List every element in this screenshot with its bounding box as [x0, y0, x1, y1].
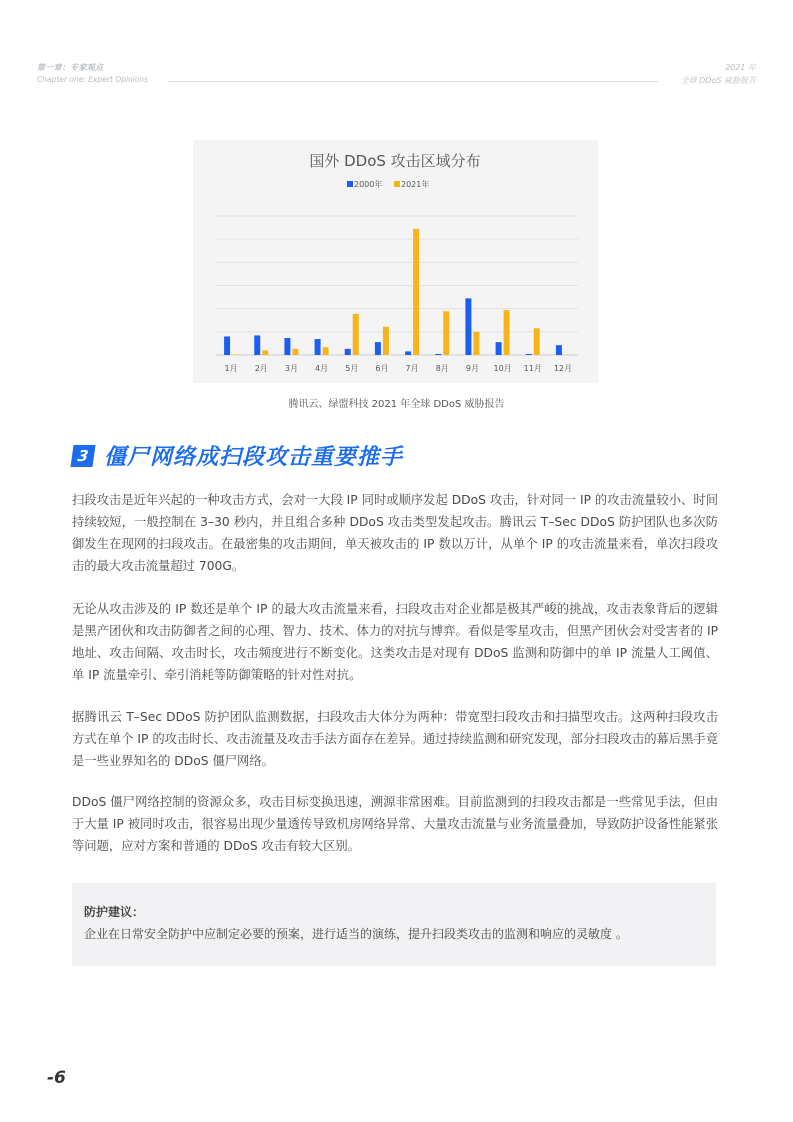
- body-paragraph: 无论从攻击涉及的 IP 数还是单个 IP 的最大攻击流量来看，扫段攻击对企业都是极其严峻的挑战，攻击表象背后的逻辑是黑产团伙和攻击防御者之间的心理、智力、技术、体力的对抗与博弈。看似是零星攻击，但黑产团伙会对受害者的 IP 地址、攻击间隔、攻击时长，攻击频度进行不断变化。这类攻击是对现有 DDoS 监测和防御中的单 IP 流量人工阈值、单 IP 流量牵引、牵引消耗等防御策略的针对性对抗。: [72, 602, 718, 682]
- bar-chart: [193, 140, 598, 383]
- x-tick-label: 6月: [375, 364, 389, 373]
- section-heading: [72, 440, 403, 471]
- bar-series-2000-1: [224, 336, 230, 355]
- x-tick-label: 8月: [435, 364, 449, 373]
- bar-series-2000-11: [526, 354, 532, 355]
- bar-series-2000-9: [465, 298, 471, 355]
- running-header-left: [37, 62, 148, 84]
- bar-series-2021-3: [292, 349, 298, 355]
- body-paragraph: DDoS 僵尸网络控制的资源众多，攻击目标变换迅速，溯源非常困难。目前监测到的扫段攻击都是一些常见手法，但由于大量 IP 被同时攻击，很容易出现少量透传导致机房网络异常、大量攻击流量与业务流量叠加，导致防护设备性能紧张等问题，应对方案和普通的 DDoS 攻击有较大区别。: [72, 795, 719, 853]
- report-name: 全球 DDoS 威胁报告: [680, 76, 756, 85]
- bar-series-2021-9: [473, 332, 479, 355]
- bar-series-2000-6: [375, 342, 381, 355]
- page-number: -6: [47, 1068, 66, 1088]
- bar-series-2000-12: [556, 345, 562, 355]
- body-paragraph: 据腾讯云 T–Sec DDoS 防护团队监测数据，扫段攻击大体分为两种：带宽型扫段攻击和扫描型攻击。这两种扫段攻击方式在单个 IP 的攻击时长、攻击流量及攻击手法方面存在差异。通过持续监测和研究发现，部分扫段攻击的幕后黑手竟是一些业界知名的 DDoS 僵尸网络。: [72, 710, 719, 768]
- bar-series-2000-3: [284, 338, 290, 355]
- legend-label-2000: 2000年: [354, 180, 383, 189]
- x-tick-label: 4月: [315, 364, 329, 373]
- advice-box: [72, 883, 716, 966]
- bar-series-2021-2: [262, 350, 268, 355]
- chapter-title-cn: 第一章：专家观点: [37, 63, 104, 72]
- body-paragraph: 扫段攻击是近年兴起的一种攻击方式，会对一大段 IP 同时或顺序发起 DDoS 攻击，针对同一 IP 的攻击流量较小、时间持续较短，一般控制在 3–30 秒内，并且组合多种 DDoS 攻击类型发起攻击。腾讯云 T–Sec DDoS 防护团队也多次防御发生在现网的扫段攻击。在最密集的攻击期间，单天被攻击的 IP 数以万计，从单个 IP 的攻击流量来看，单次扫段攻击的最大攻击流量超过 700G。: [72, 493, 718, 573]
- x-tick-label: 5月: [345, 364, 359, 373]
- chapter-title-en: Chapter one: Expert Opinions: [37, 75, 149, 84]
- chart-legend: [347, 179, 429, 189]
- chart-caption: 腾讯云、绿盟科技 2021 年全球 DDoS 威胁报告: [288, 399, 505, 410]
- bar-series-2000-10: [496, 342, 502, 355]
- bar-series-2000-7: [405, 351, 411, 355]
- x-tick-label: 11月: [523, 364, 542, 373]
- bar-series-2000-4: [315, 339, 321, 355]
- advice-title: 防护建议：: [84, 905, 145, 919]
- bar-series-2021-1: [232, 354, 238, 355]
- bar-series-2000-8: [435, 354, 441, 355]
- legend-label-2021: 2021年: [401, 180, 430, 189]
- x-tick-label: 2月: [254, 364, 268, 373]
- section-title: 僵尸网络成扫段攻击重要推手: [104, 445, 404, 470]
- bar-series-2021-4: [323, 347, 329, 355]
- chart-canvas: [193, 140, 598, 383]
- report-year: 2021 年: [725, 63, 756, 72]
- x-tick-label: 10月: [493, 364, 512, 373]
- advice-text: 企业在日常安全防护中应制定必要的预案，进行适当的演练，提升扫段类攻击的监测和响应的灵敏度 。: [84, 927, 628, 941]
- x-tick-label: 1月: [224, 364, 238, 373]
- section-number: 3: [70, 445, 95, 467]
- x-tick-label: 12月: [553, 364, 573, 373]
- bar-series-2000-2: [254, 335, 260, 355]
- chart-x-ticks: [225, 364, 572, 373]
- x-tick-label: 7月: [405, 364, 419, 373]
- bar-series-2021-10: [504, 310, 510, 355]
- chart-grid: [216, 216, 578, 355]
- header-divider: [168, 81, 658, 82]
- x-tick-label: 9月: [465, 364, 479, 373]
- running-header-right: [681, 62, 756, 86]
- bar-series-2021-7: [413, 229, 419, 355]
- bar-series-2000-5: [345, 349, 351, 355]
- bar-series-2021-6: [383, 327, 389, 355]
- bar-series-2021-8: [443, 311, 449, 355]
- chart-bars: [224, 229, 562, 355]
- bar-series-2021-5: [353, 314, 359, 355]
- chart-title: 国外 DDoS 攻击区域分布: [309, 152, 481, 170]
- legend-swatch-2000: [347, 181, 353, 187]
- legend-swatch-2021: [394, 181, 400, 187]
- bar-series-2021-11: [534, 328, 540, 355]
- x-tick-label: 3月: [284, 364, 298, 373]
